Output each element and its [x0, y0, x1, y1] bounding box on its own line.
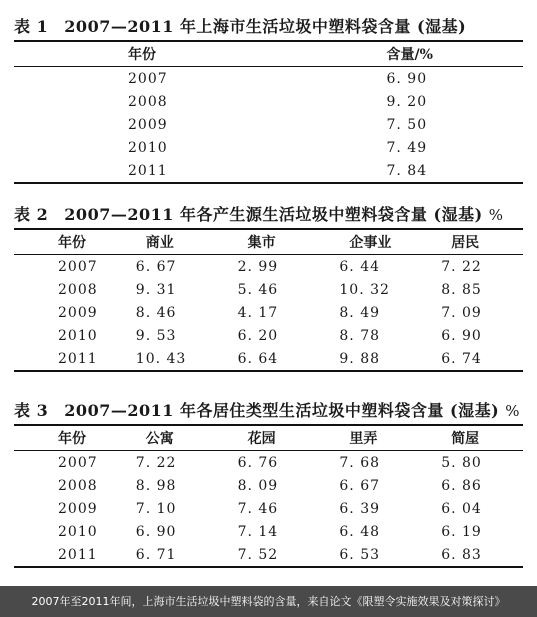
table-row	[14, 136, 523, 159]
year-cell: 2008	[58, 281, 98, 298]
value-cell: 6. 83	[441, 546, 482, 563]
value-cell: 4. 17	[237, 304, 279, 321]
column-header: 居民	[451, 235, 480, 251]
value-cell: 9. 53	[135, 327, 177, 344]
column-header: 商业	[145, 235, 174, 251]
value-cell: 6. 67	[339, 477, 381, 494]
table-3-title-text: 2007—2011 年各居住类型生活垃圾中塑料袋含量	[64, 401, 444, 420]
value-cell: 7. 84	[386, 162, 428, 179]
table-1-body	[14, 67, 523, 184]
table-row	[14, 497, 523, 520]
value-cell: 6. 19	[441, 523, 482, 540]
table-2-grid	[14, 228, 523, 372]
value-cell: 7. 50	[386, 116, 428, 133]
value-cell: 7. 49	[386, 139, 428, 156]
value-cell: 10. 32	[339, 281, 390, 298]
table-2-unit: %	[488, 206, 504, 224]
value-cell: 6. 86	[441, 477, 482, 494]
value-cell: 6. 48	[339, 523, 381, 540]
column-header: 花园	[247, 431, 276, 447]
table-1-number: 表 1	[14, 17, 49, 36]
year-cell: 2007	[58, 454, 98, 471]
value-cell: 6. 67	[135, 258, 177, 275]
value-cell: 5. 80	[441, 454, 482, 471]
table-row	[14, 451, 523, 475]
table-2-title	[14, 202, 523, 228]
table-1-grid	[14, 40, 523, 184]
value-cell: 6. 76	[237, 454, 279, 471]
table-row	[14, 474, 523, 497]
table-row	[14, 90, 523, 113]
value-cell: 7. 22	[135, 454, 177, 471]
table-row	[14, 520, 523, 543]
table-2-header-row	[14, 229, 523, 255]
column-header: 年份	[58, 235, 86, 251]
value-cell: 8. 98	[135, 477, 177, 494]
table-1-title-text: 2007—2011 年上海市生活垃圾中塑料袋含量	[64, 17, 411, 36]
value-cell: 6. 39	[339, 500, 381, 517]
year-cell: 2010	[128, 139, 168, 156]
value-cell: 5. 46	[237, 281, 279, 298]
table-row	[14, 113, 523, 136]
table-3-grid	[14, 424, 523, 568]
year-cell: 2009	[128, 116, 168, 133]
year-cell: 2008	[128, 93, 168, 110]
table-2-number: 表 2	[14, 205, 49, 224]
year-cell: 2010	[58, 327, 98, 344]
table-3-body	[14, 451, 523, 568]
table-1-title	[14, 14, 523, 40]
value-cell: 8. 85	[441, 281, 482, 298]
value-cell: 6. 74	[441, 350, 482, 367]
table-3	[14, 398, 523, 568]
year-cell: 2011	[58, 350, 98, 367]
table-3-unit: %	[505, 402, 521, 420]
table-3-header-row	[14, 425, 523, 451]
value-cell: 2. 99	[237, 258, 279, 275]
table-row	[14, 278, 523, 301]
value-cell: 6. 71	[135, 546, 177, 563]
column-header: 集市	[247, 235, 276, 251]
table-row	[14, 255, 523, 279]
image-caption: 2007年至2011年间，上海市生活垃圾中塑料袋的含量，来自论文《限塑令实施效果及对策探讨》	[0, 586, 537, 617]
value-cell: 8. 46	[135, 304, 177, 321]
table-row	[14, 67, 523, 91]
table-3-title	[14, 398, 523, 424]
table-row	[14, 324, 523, 347]
value-cell: 6. 64	[237, 350, 279, 367]
table-row	[14, 543, 523, 567]
column-header: 简屋	[451, 431, 480, 447]
year-cell: 2009	[58, 500, 98, 517]
value-cell: 6. 04	[441, 500, 482, 517]
value-cell: 6. 90	[135, 523, 177, 540]
table-row	[14, 159, 523, 183]
value-cell: 6. 20	[237, 327, 279, 344]
value-cell: 7. 22	[441, 258, 482, 275]
value-cell: 7. 09	[441, 304, 482, 321]
year-cell: 2010	[58, 523, 98, 540]
year-cell: 2007	[128, 70, 168, 87]
column-header: 年份	[128, 47, 156, 63]
value-cell: 6. 44	[339, 258, 381, 275]
value-cell: 7. 10	[135, 500, 177, 517]
value-cell: 6. 90	[386, 70, 428, 87]
table-1-basis: (湿基)	[417, 17, 467, 36]
table-1	[14, 14, 523, 184]
column-header: 企事业	[349, 235, 392, 251]
value-cell: 8. 78	[339, 327, 381, 344]
table-row	[14, 301, 523, 324]
table-2-basis: (湿基)	[433, 205, 483, 224]
year-cell: 2011	[58, 546, 98, 563]
value-cell: 6. 53	[339, 546, 381, 563]
year-cell: 2011	[128, 162, 168, 179]
column-header: 含量/%	[386, 47, 433, 63]
value-cell: 7. 14	[237, 523, 279, 540]
table-row	[14, 347, 523, 371]
column-header: 年份	[58, 431, 86, 447]
value-cell: 7. 52	[237, 546, 279, 563]
table-2-body	[14, 255, 523, 372]
value-cell: 7. 68	[339, 454, 381, 471]
value-cell: 9. 20	[386, 93, 428, 110]
table-3-number: 表 3	[14, 401, 49, 420]
year-cell: 2007	[58, 258, 98, 275]
value-cell: 8. 09	[237, 477, 279, 494]
value-cell: 10. 43	[135, 350, 187, 367]
value-cell: 6. 90	[441, 327, 482, 344]
value-cell: 8. 49	[339, 304, 381, 321]
year-cell: 2009	[58, 304, 98, 321]
value-cell: 7. 46	[237, 500, 279, 517]
table-2	[14, 202, 523, 372]
year-cell: 2008	[58, 477, 98, 494]
value-cell: 9. 31	[135, 281, 177, 298]
column-header: 里弄	[349, 431, 378, 447]
table-1-header-row	[14, 41, 523, 67]
column-header: 公寓	[145, 431, 174, 447]
table-2-title-text: 2007—2011 年各产生源生活垃圾中塑料袋含量	[64, 205, 428, 224]
value-cell: 9. 88	[339, 350, 381, 367]
table-3-basis: (湿基)	[450, 401, 500, 420]
